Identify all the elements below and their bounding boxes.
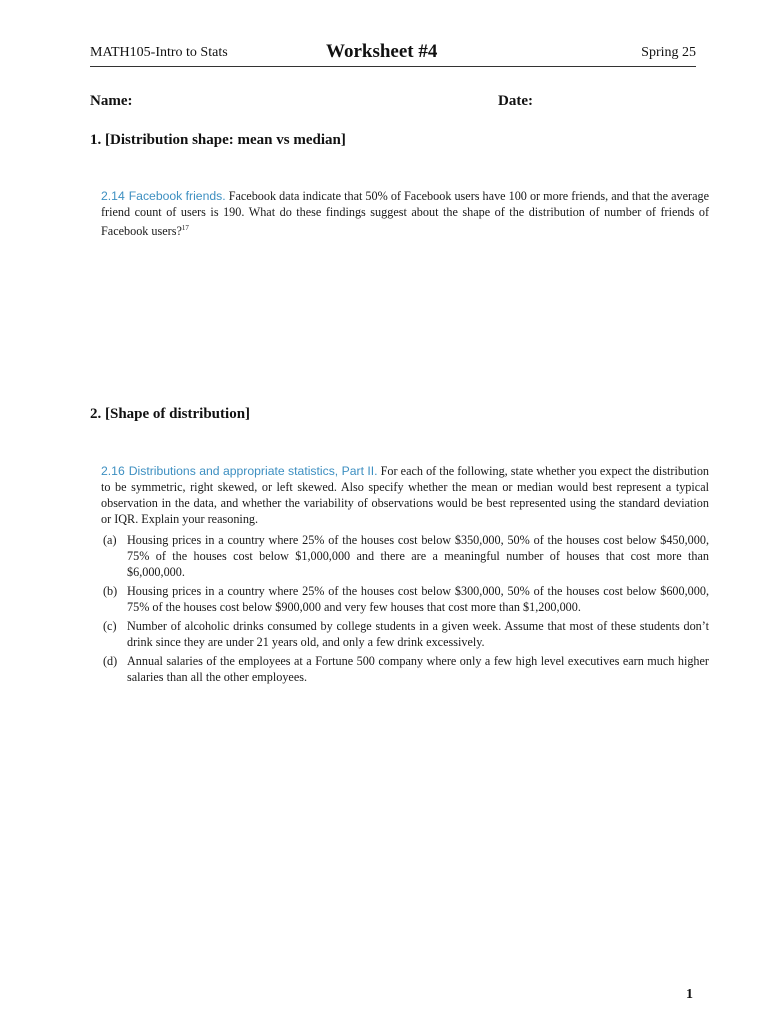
item-label: (d) (103, 654, 118, 668)
item-label: (a) (103, 533, 117, 547)
list-item (101, 532, 709, 580)
term-label: Spring 25 (641, 45, 696, 60)
item-label: (b) (103, 584, 118, 598)
problem-title: Distributions and appropriate statistics, Part II. (128, 464, 378, 478)
item-text: Housing prices in a country where 25% of the houses cost below $300,000, 50% of the houses cost below $600,000, 75% of the houses cost below $900,000 and very few houses that cost more than $1,200,000. (127, 584, 709, 614)
list-item (101, 653, 709, 685)
question-1-heading: 1. [Distribution shape: mean vs median] (90, 132, 346, 148)
problem-title: Facebook friends. (128, 189, 226, 203)
page-header (90, 42, 696, 67)
problem-number: 2.16 (101, 464, 125, 478)
problem-text: Facebook data indicate that 50% of Facebook users have 100 or more friends, and that the average friend count of users is 190. What do these findings suggest about the shape of the distribution of number of friends of Facebook users? (101, 189, 710, 238)
problem-number: 2.14 (101, 189, 125, 203)
page-number: 1 (686, 987, 693, 1002)
name-label: Name: (90, 93, 133, 109)
footnote-marker: 17 (181, 224, 189, 232)
item-text: Annual salaries of the employees at a Fortune 500 company where only a few high level executives earn much higher salaries than all the other employees. (127, 654, 709, 684)
problem-items (101, 532, 709, 688)
course-name: MATH105-Intro to Stats (90, 45, 228, 60)
item-label: (c) (103, 619, 117, 633)
problem-2-16 (101, 463, 709, 527)
worksheet-title: Worksheet #4 (326, 41, 438, 62)
item-text: Housing prices in a country where 25% of the houses cost below $350,000, 50% of the houses cost below $450,000, 75% of the houses cost below $1,000,000 and there are a meaningful number of houses that cost more than $6,000,000. (127, 533, 709, 579)
list-item (101, 618, 709, 650)
list-item (101, 583, 709, 615)
date-label: Date: (498, 93, 533, 109)
item-text: Number of alcoholic drinks consumed by college students in a given week. Assume that most of these students don’t drink since they are under 21 years old, and only a few drink excessively. (127, 619, 709, 649)
problem-2-14 (101, 188, 709, 239)
question-2-heading: 2. [Shape of distribution] (90, 406, 251, 422)
problem-text: For each of the following, state whether you expect the distribution to be symmetric, right skewed, or left skewed. Also specify whether the mean or median would best represent a typical observation in the data, and whether the variability of observations would be best represented using the standard deviation or IQR. Explain your reasoning. (101, 464, 710, 526)
